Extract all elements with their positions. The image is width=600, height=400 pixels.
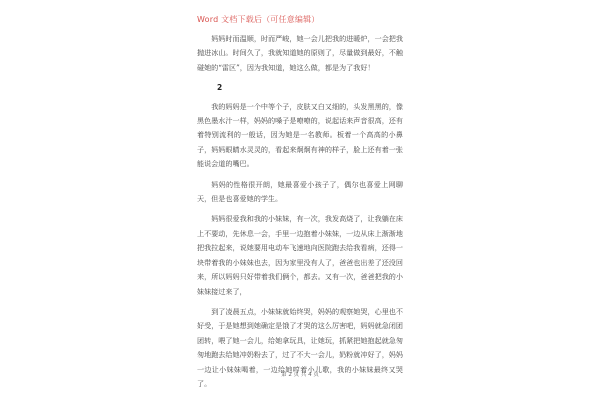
document-body — [197, 32, 403, 397]
paragraph-2: 妈妈的性格很开朗，她最喜爱小孩子了，偶尔也喜爱上网聊天，但是也喜爱她的学生。 — [197, 179, 403, 204]
section-number: 2 — [217, 83, 223, 93]
page-footer — [0, 370, 600, 378]
paragraph-4: 到了凌晨五点，小妹妹就始终哭，妈妈的观察她哭，心里也不好受，于是她想到她确定是饿了才哭的这么厉害吧，妈妈就急闭团团转，喂了她一会儿，给她拿玩具，让她玩，抓紧把她抱起就急匆匆地跑去给她冲奶粉去了，过了不大一会儿，奶粉就冲好了，妈妈一边让小妹妹喝着，一边给她哼着小儿歌，我的小妹妹最终又哭了。 — [197, 306, 403, 388]
paragraph-3: 妈妈很爱我和我的小妹妹，有一次，我发高烧了，让我躺在床上不要动，先休息一会，手里一边抱着小妹妹，一边从床上渐渐地把我拉起来，说她要用电动车飞速地向医院跑去给我看病，还得一块带着我的小妹妹也去，因为家里没有人了，爸爸也出差了还没回来，所以妈妈只好带着我们俩个，都去。又有一次，爸爸把我的小妹妹接过来了， — [197, 214, 403, 296]
page-header — [197, 14, 320, 25]
paragraph-1: 我的妈妈是一个中等个子，皮肤又白又细的，头发黑黑的，像黑色墨水汁一样，妈妈的嗓子是嘹嘹的，说起话来声音很高，还有着特别流利的一般话，因为她是一名教师。板着一个高高的小鼻子，妈妈眼睛水灵灵的，看起来炯炯有神的样子，脸上还有着一张能说会道的嘴巴。 — [197, 101, 403, 169]
header-title: Word 文档下载后（可任意编辑） — [197, 15, 320, 24]
page-number: 第 2 页 共 4 页 — [281, 372, 319, 378]
paragraph-0: 妈妈时而温顺，时而严峻，她一会儿把我的进暖炉，一会把我抛进冰山。时间久了，我就知道她的原则了，尽量做到最好，不触碰她的“雷区”，因为我知道，她这么做，都是为了我好！ — [197, 34, 403, 72]
